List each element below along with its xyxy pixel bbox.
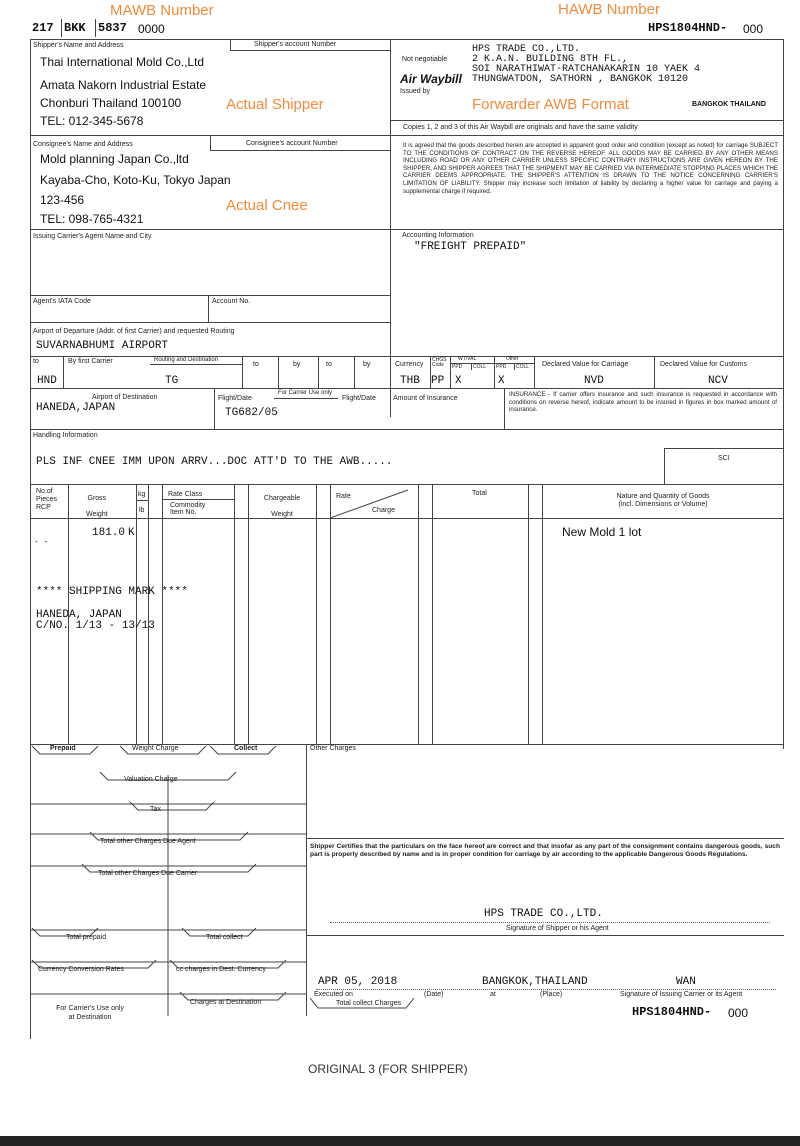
chargeable-header: Chargeable Weight: [263, 495, 301, 518]
carrier-use-destination-label: For Carrier's Use only at Destination: [56, 1005, 124, 1021]
consignee-annotation: Actual Cnee: [226, 197, 308, 214]
charges-at-destination-label: Charges at Destination: [190, 999, 262, 1006]
shipper-line-2: Amata Nakorn Industrial Estate: [40, 78, 207, 92]
shipper-line-1: Thai International Mold Co.,Ltd: [40, 55, 205, 69]
prepaid-label: Prepaid: [50, 745, 76, 752]
first-carrier-value: TG: [165, 375, 179, 387]
rate-class-header: Rate Class: [168, 491, 203, 498]
gross-header: Gross Weight: [86, 495, 108, 518]
footer-hawb-suffix: 000: [728, 1006, 749, 1020]
certification-text: Shipper Certifies that the particulars on the face hereof are correct and that insofar as any part of the consignment contains dangerous goods, such part is properly described by name and is in proper condition for carriage by air according to the applicable Dangerous Goods Regulations.: [310, 843, 780, 858]
pieces-mark: - -: [34, 538, 49, 547]
hawb-number-main: HPS1804HND-: [648, 21, 728, 35]
declared-carriage-value: NVD: [584, 375, 604, 387]
bottom-bar: [0, 1136, 800, 1146]
copies-note: Copies 1, 2 and 3 of this Air Waybill are originals and have the same validity: [403, 124, 638, 131]
destination-label: Airport of Destination: [92, 394, 158, 401]
shipping-mark-destination: HANEDA, JAPAN: [36, 609, 122, 621]
currency-label: Currency: [395, 361, 424, 368]
cc-charges-label: cc charges in Dest. Currency: [176, 966, 266, 973]
valuation-charge-label: Valuation Charge: [124, 776, 178, 783]
currency-conversion-label: Currency Conversion Rates: [38, 966, 124, 973]
shipper-annotation: Actual Shipper: [226, 96, 324, 113]
collect-label: Collect: [234, 745, 258, 752]
charge-header: Charge: [372, 507, 395, 514]
chgs-value: PP: [431, 375, 445, 387]
wtval-ppd-label: PPD: [452, 364, 463, 370]
gross-weight-value: 181.0: [92, 527, 126, 539]
sci-label: SCI: [718, 455, 730, 462]
carrier-use-label: For Carrier Use only: [278, 390, 333, 396]
other-label: Other: [506, 356, 519, 362]
departure-value: SUVARNABHUMI AIRPORT: [36, 340, 169, 352]
execution-date: APR 05, 2018: [318, 976, 398, 988]
due-agent-label: Total other Charges Due Agent: [100, 838, 196, 845]
execution-signer: WAN: [676, 976, 696, 988]
rate-header: Rate: [336, 493, 351, 500]
shipper-line-3: Chonburi Thailand 100100: [40, 96, 182, 110]
executed-on-label: Executed on: [314, 991, 353, 998]
departure-label: Airport of Departure (Addr. of first Carrier) and requested Routing: [33, 328, 235, 335]
total-collect-charges-label: Total collect Charges: [336, 1000, 401, 1007]
mawb-annotation: MAWB Number: [110, 2, 214, 19]
other-value: X: [498, 375, 505, 387]
issuing-carrier-signature-label: Signature of Issuing Carrier or its Agent: [620, 991, 743, 998]
agent-label: Issuing Carrier's Agent Name and City: [33, 233, 152, 240]
kg-label: kg: [138, 491, 146, 498]
currency-value: THB: [400, 375, 420, 387]
declared-customs-label: Declared Value for Customs: [660, 361, 748, 368]
other-charges-label: Other Charges: [310, 745, 356, 752]
issuer-city: BANGKOK THAILAND: [692, 101, 766, 108]
other-ppd-label: PPD: [496, 364, 507, 370]
date-label: (Date): [424, 991, 444, 998]
charges-grid-lines: [30, 744, 310, 1016]
consignee-line-2: Kayaba-Cho, Koto-Ku, Tokyo Japan: [40, 173, 231, 187]
weight-charge-label: Weight Charge: [132, 745, 179, 752]
tax-label: Tax: [150, 806, 161, 813]
not-negotiable: Not negotiable: [402, 56, 448, 63]
issuer-line-3: SOI NARATHIWAT-RATCHANAKARIN 10 YAEK 4: [472, 64, 701, 75]
accounting-value: "FREIGHT PREPAID": [414, 241, 527, 253]
shipper-line-4: TEL: 012-345-5678: [40, 114, 144, 128]
handling-value: PLS INF CNEE IMM UPON ARRV...DOC ATT'D TO THE AWB.....: [36, 456, 393, 468]
consignee-line-4: TEL: 098-765-4321: [40, 212, 144, 226]
mawb-serial-a: 5837: [98, 21, 127, 35]
certifying-signer: HPS TRADE CO.,LTD.: [484, 908, 603, 920]
agent-account-label: Account No.: [212, 298, 251, 305]
accounting-label: Accounting Information: [402, 232, 474, 239]
goods-description: New Mold 1 lot: [562, 525, 642, 539]
declared-carriage-label: Declared Value for Carriage: [542, 361, 629, 368]
original-copy-label: ORIGINAL 3 (FOR SHIPPER): [308, 1062, 468, 1076]
footer-hawb-main: HPS1804HND-: [632, 1005, 712, 1019]
mawb-prefix: 217: [32, 21, 54, 35]
shipper-signature-label: Signature of Shipper or his Agent: [506, 925, 609, 932]
other-coll-label: COLL: [516, 364, 530, 370]
execution-place: BANGKOK,THAILAND: [482, 976, 588, 988]
issued-by: Issued by: [400, 88, 430, 95]
mawb-serial-b: 0000: [138, 22, 165, 36]
shipper-account-label: Shipper's account Number: [254, 41, 337, 48]
agent-iata-label: Agent's IATA Code: [33, 298, 91, 305]
flight-date-2-label: Flight/Date: [342, 395, 376, 402]
gross-weight-unit: K: [128, 527, 135, 539]
shipper-label: Shipper's Name and Address: [33, 42, 124, 49]
hawb-annotation: HAWB Number: [558, 1, 660, 18]
route-by-3-label: by: [363, 361, 371, 368]
air-waybill-title: Air Waybill: [400, 72, 462, 86]
flight-date-label: Flight/Date: [218, 395, 252, 402]
total-header: Total: [472, 490, 487, 497]
conditions-text: It is agreed that the goods described herein are accepted in apparent good order and condition (except as noted) for carriage SUBJECT TO THE CONDITIONS OF CONTRACT ON THE REVERSE HEREOF. ALL GOODS MAY BE CARRIED BY ANY OTHER MEANS INCLUDING ROAD OR ANY OTHER CARRIER UNLESS SPECIFIC CONTRARY INSTRUCTIONS ARE GIVEN HEREON BY THE SHIPPER, AND SHIPPER AGREES THAT THE SHIPMENT MAY BE CARRIED VIA INTERMEDIATE STOPPING PLACES WHICH THE CARRIER DEEMS APPROPRIATE. THE SHIPPER'S ATTENTION IS DRAWN TO THE NOTICE CONCERNING CARRIER'S LIMITATION OF LIABILITY. Shipper may increase such limitation of liability by declaring a higher value for carriage and paying a supplemental charge if required.: [403, 142, 778, 195]
lb-label: lb: [139, 507, 145, 514]
consignee-line-1: Mold planning Japan Co.,ltd: [40, 152, 189, 166]
chgs-code-label: CHGS Code: [432, 357, 447, 368]
wtval-label: WT/VAL: [458, 356, 477, 362]
handling-label: Handling Information: [33, 432, 98, 439]
consignee-line-3: 123-456: [40, 193, 85, 207]
hawb-number-suffix: 000: [743, 22, 764, 36]
forwarder-annotation: Forwarder AWB Format: [472, 96, 629, 113]
declared-customs-value: NCV: [708, 375, 728, 387]
routing-destination-label: Routing and Destination: [154, 357, 219, 363]
total-prepaid-label: Total prepaid: [66, 934, 107, 941]
destination-value: HANEDA,JAPAN: [36, 402, 116, 414]
issuer-line-1: HPS TRADE CO.,LTD.: [472, 44, 581, 55]
consignee-label: Consignee's Name and Address: [33, 141, 133, 148]
nature-header: Nature and Quantity of Goods (incl. Dimensions or Volume): [616, 493, 710, 508]
issuer-line-4: THUNGWATDON, SATHORN , BANGKOK 10120: [472, 74, 689, 85]
pieces-header: No.of Pieces RCP: [36, 488, 58, 511]
wtval-value: X: [455, 375, 462, 387]
route-to-3-label: to: [326, 361, 332, 368]
insurance-note: INSURANCE - If carrier offers insurance and such insurance is requested in accordance with conditions on reverse hereof, indicate amount to be insured in figures in box marked amount of insurance.: [509, 391, 777, 414]
shipping-mark-cartons: C/NO. 1/13 - 13/13: [36, 620, 155, 632]
commodity-header: Commodity Item No.: [170, 502, 206, 516]
route-by-2-label: by: [293, 361, 301, 368]
route-to-label: to: [33, 358, 39, 365]
wtval-coll-label: COLL: [473, 364, 487, 370]
total-collect-label: Total collect: [206, 934, 243, 941]
issuer-line-2: 2 K.A.N. BUILDING 8TH FL.,: [472, 54, 629, 65]
route-to-2-label: to: [253, 361, 259, 368]
shipping-mark-title: **** SHIPPING MARK ****: [36, 586, 188, 598]
due-carrier-label: Total other Charges Due Carrier: [98, 870, 198, 877]
first-carrier-label: By first Carrier: [68, 358, 113, 365]
insurance-amount-label: Amount of Insurance: [393, 395, 458, 402]
route-to-value: HND: [37, 375, 57, 387]
at-label: at: [490, 991, 496, 998]
consignee-account-label: Consignee's account Number: [246, 140, 338, 147]
mawb-airport: BKK: [64, 21, 86, 35]
place-label: (Place): [540, 991, 563, 998]
flight-value: TG682/05: [225, 407, 278, 419]
